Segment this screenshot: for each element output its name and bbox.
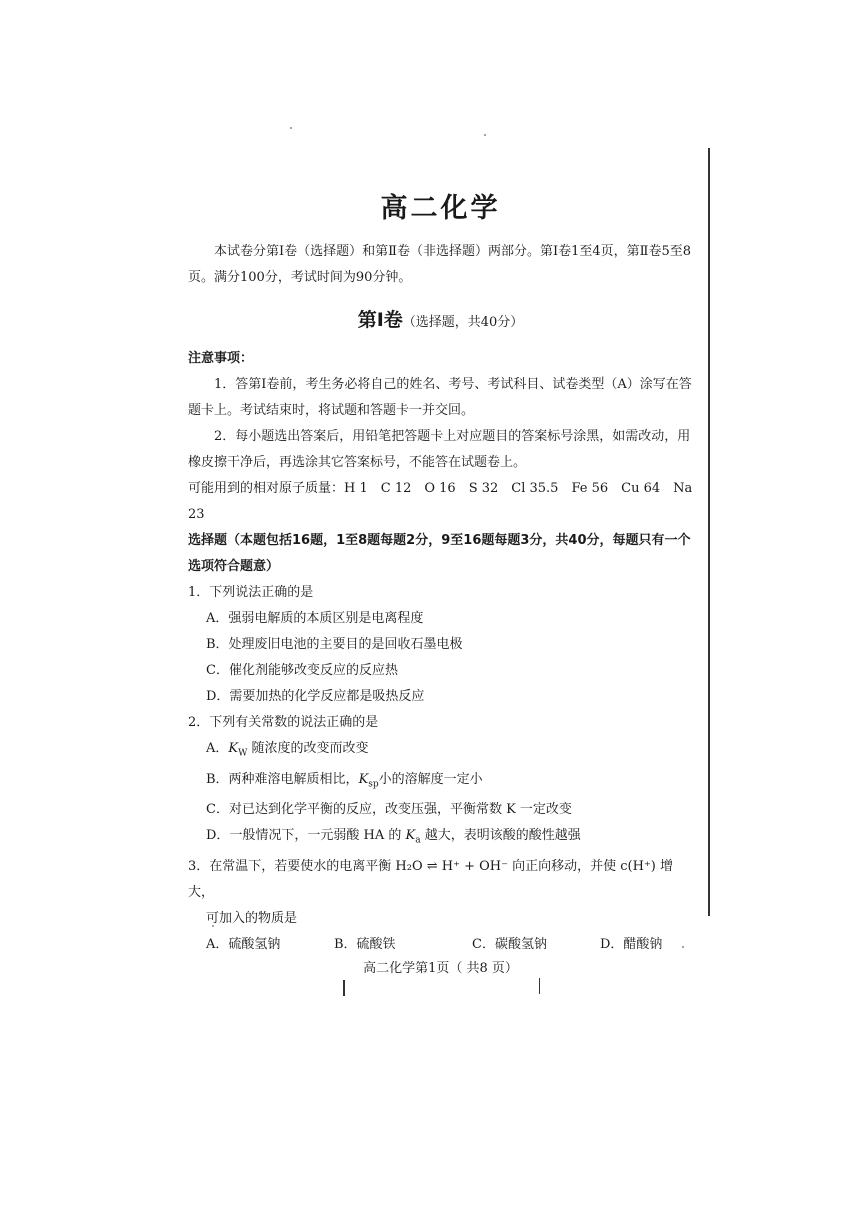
option-b: B．处理废旧电池的主要目的是回收石墨电极 xyxy=(206,637,463,652)
option-b-prefix: B．两种难溶电解质相比， xyxy=(206,771,359,787)
option-b: B．硫酸铁 xyxy=(334,936,396,952)
option-c: C．对已达到化学平衡的反应，改变压强，平衡常数 K 一定改变 xyxy=(206,802,572,818)
exam-title: 高二化学 xyxy=(380,193,501,224)
section-heading xyxy=(188,305,693,332)
option-d-text: 越大，表明该酸的酸性越强 xyxy=(420,828,581,844)
question-stem: 3．在常温下，若要使水的电离平衡 H₂O ⇌ H⁺ + OH⁻ 向正向移动，并使 c(H⁺) 增大， xyxy=(188,858,673,900)
section-heading-main: 第Ⅰ卷 xyxy=(357,309,403,331)
scan-speck xyxy=(290,127,292,129)
ka-subscript: a xyxy=(415,835,421,846)
option-d: D．醋酸钠 xyxy=(600,936,663,952)
exam-intro: 本试卷分第Ⅰ卷（选择题）和第Ⅱ卷（非选择题）两部分。第Ⅰ卷1至4页，第Ⅱ卷5至8页。满分100分，考试时间为90分钟。 xyxy=(188,244,692,285)
kw-subscript: W xyxy=(238,748,248,759)
page-footer: 高二化学第1页（ 共8 页） xyxy=(363,960,518,976)
question-stem: 2．下列有关常数的说法正确的是 xyxy=(188,715,379,730)
option-c: C．催化剂能够改变反应的反应热 xyxy=(206,663,398,678)
notes-heading: 注意事项： xyxy=(188,351,254,366)
ka-symbol: K xyxy=(405,828,416,844)
option-d-prefix: D．一般情况下，一元弱酸 HA 的 xyxy=(206,828,406,844)
page-edge-rule xyxy=(708,148,710,916)
scan-speck xyxy=(484,134,486,136)
option-c: C．碳酸氢钠 xyxy=(472,936,547,952)
note-item: 2．每小题选出答案后，用铅笔把答题卡上对应题目的答案标号涂黑，如需改动，用橡皮擦干净后，再选涂其它答案标号，不能答在试题卷上。 xyxy=(188,429,691,470)
scan-mark-right xyxy=(539,978,540,994)
ksp-symbol: K xyxy=(358,771,369,787)
note-item: 1．答第Ⅰ卷前，考生务必将自己的姓名、考号、考试科目、试卷类型（A）涂写在答题卡上。考试结束时，将试题和答题卡一并交回。 xyxy=(188,377,692,418)
scan-mark-left xyxy=(343,980,345,996)
option-d xyxy=(188,823,693,854)
question-stem-continued: 可加入的物质是 xyxy=(206,910,298,926)
option-a-prefix: A． xyxy=(206,741,229,756)
options-row xyxy=(188,932,693,958)
choice-instructions: 选择题（本题包括16题，1至8题每题2分，9至16题每题3分，共40分，每题只有一个选项符合题意） xyxy=(188,533,691,574)
option-a: A．硫酸氢钠 xyxy=(206,936,281,952)
question-stem: 1．下列说法正确的是 xyxy=(188,585,314,600)
option-a-text: 随浓度的改变而改变 xyxy=(247,741,369,756)
atomic-masses: 可能用到的相对原子质量：H 1 C 12 O 16 S 32 Cl 35.5 Fe 56 Cu 64 Na 23 xyxy=(188,481,693,522)
exam-page xyxy=(188,180,693,980)
option-b xyxy=(188,767,693,798)
option-a: A．强弱电解质的本质区别是电离程度 xyxy=(206,611,424,626)
ksp-subscript: sp xyxy=(368,779,379,790)
option-a xyxy=(188,736,693,767)
option-d: D．需要加热的化学反应都是吸热反应 xyxy=(206,689,425,704)
section-heading-sub: （选择题，共40分） xyxy=(402,315,524,330)
option-b-text: 小的溶解度一定小 xyxy=(378,771,483,787)
kw-symbol: K xyxy=(228,741,239,756)
